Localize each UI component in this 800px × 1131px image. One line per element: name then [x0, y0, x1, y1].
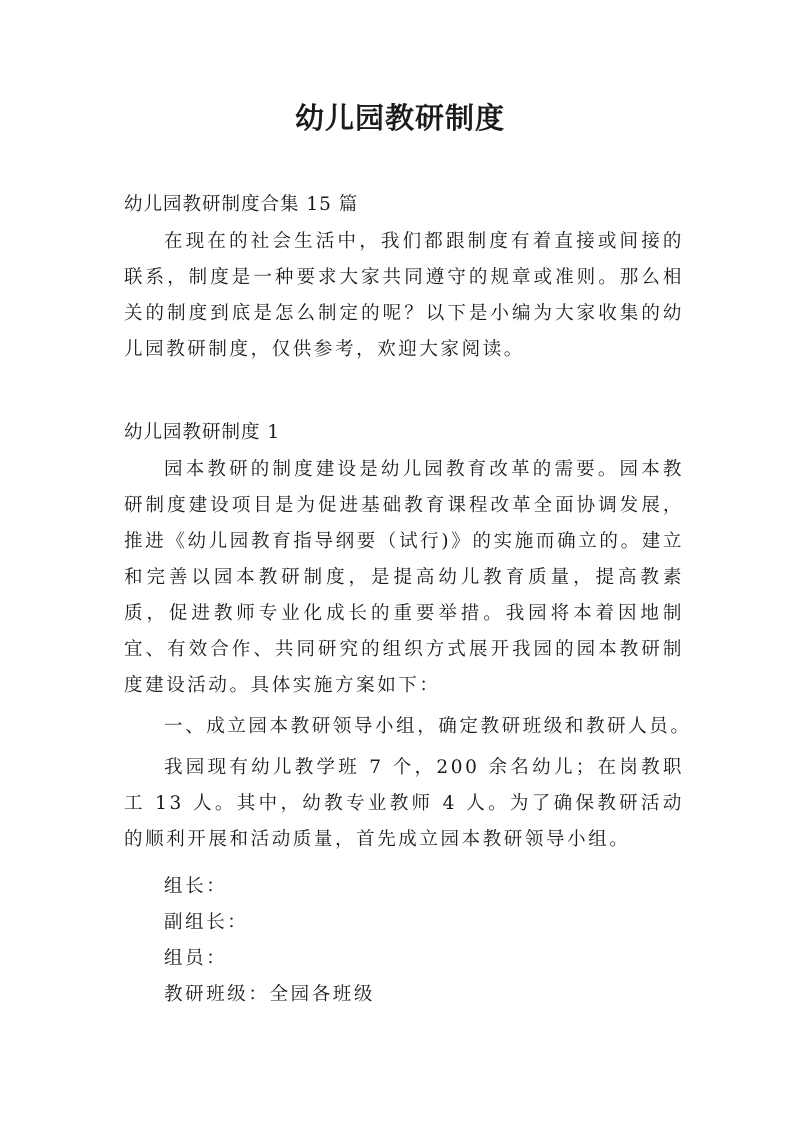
leader-line: 组长：	[164, 876, 228, 897]
collection-heading: 幼儿园教研制度合集 15 篇	[124, 194, 359, 215]
section-1-heading: 幼儿园教研制度 1	[124, 422, 281, 443]
intro-paragraph: 在现在的社会生活中，我们都跟制度有着直接或间接的联系，制度是一种要求大家共同遵守的规章或准则。那么相关的制度到底是怎么制定的呢？以下是小编为大家收集的幼儿园教研制度，仅供参考，欢迎大家阅读。	[124, 231, 684, 360]
deputy-leader-line: 副组长：	[164, 912, 249, 933]
section-1-paragraph-2: 我园现有幼儿教学班 7 个，200 余名幼儿；在岗教职工 13 人。其中，幼教专业教师 4 人。为了确保教研活动的顺利开展和活动质量，首先成立园本教研领导小组。	[124, 757, 684, 850]
page-title: 幼儿园教研制度	[294, 101, 505, 135]
members-line: 组员：	[164, 948, 228, 969]
section-1-paragraph: 园本教研的制度建设是幼儿园教育改革的需要。园本教研制度建设项目是为促进基础教育课程改革全面协调发展，推进《幼儿园教育指导纲要（试行)》的实施而确立的。建立和完善以园本教研制度，是提高幼儿教育质量，提高教素质，促进教师专业化成长的重要举措。我园将本着因地制宜、有效合作、共同研究的组织方式展开我园的园本教研制度建设活动。具体实施方案如下：	[124, 459, 684, 696]
classes-line: 教研班级：全园各班级	[164, 984, 376, 1005]
section-1-item-1: 一、成立园本教研领导小组，确定教研班级和教研人员。	[164, 716, 692, 737]
